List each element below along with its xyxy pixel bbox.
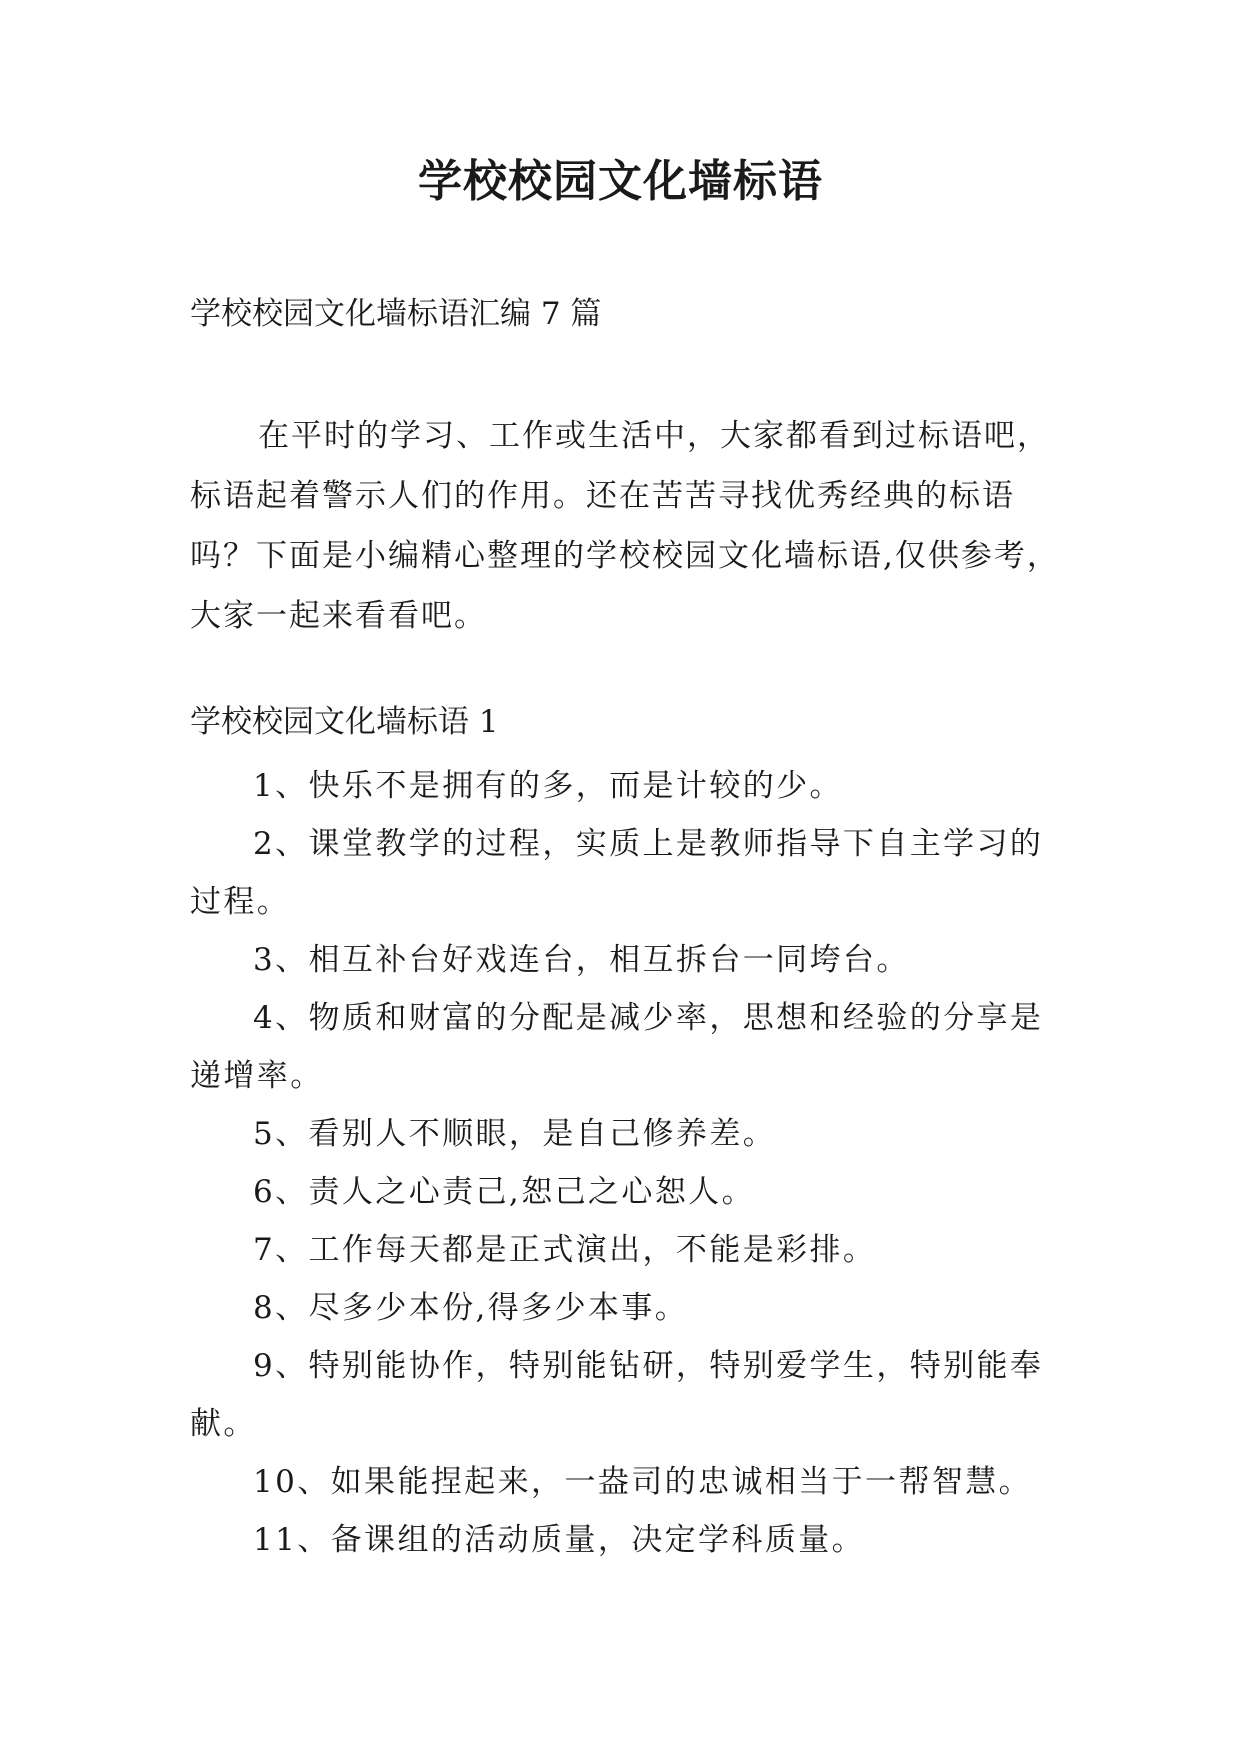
slogan-item-7: 7、工作每天都是正式演出，不能是彩排。 [253, 1232, 877, 1268]
slogan-item-10: 10、如果能捏起来，一盎司的忠诚相当于一帮智慧。 [253, 1464, 1033, 1500]
slogan-item-6: 6、责人之心责己,恕己之心恕人。 [253, 1174, 755, 1210]
slogan-item-1: 1、快乐不是拥有的多，而是计较的少。 [253, 768, 843, 804]
document-title: 学校校园文化墙标语 [418, 156, 823, 207]
slogan-item-9: 9、特别能协作，特别能钻研，特别爱学生，特别能奉献。 [190, 1348, 1044, 1442]
section-heading: 学校校园文化墙标语 1 [190, 704, 499, 740]
slogan-list [190, 757, 1065, 1569]
slogan-item-5: 5、看别人不顺眼，是自己修养差。 [253, 1116, 777, 1152]
document-subtitle: 学校校园文化墙标语汇编 7 篇 [190, 296, 602, 332]
slogan-item-2: 2、课堂教学的过程，实质上是教师指导下自主学习的过程。 [190, 826, 1044, 920]
slogan-item-11: 11、备课组的活动质量，决定学科质量。 [253, 1522, 866, 1558]
slogan-item-3: 3、相互补台好戏连台，相互拆台一同垮台。 [253, 942, 910, 978]
slogan-item-8: 8、尽多少本份,得多少本事。 [253, 1290, 689, 1326]
intro-paragraph: 在平时的学习、工作或生活中，大家都看到过标语吧，标语起着警示人们的作用。还在苦苦寻找优秀经典的标语吗？下面是小编精心整理的学校校园文化墙标语,仅供参考，大家一起来看看吧。 [190, 418, 1060, 634]
slogan-item-4: 4、物质和财富的分配是减少率，思想和经验的分享是递增率。 [190, 1000, 1044, 1094]
